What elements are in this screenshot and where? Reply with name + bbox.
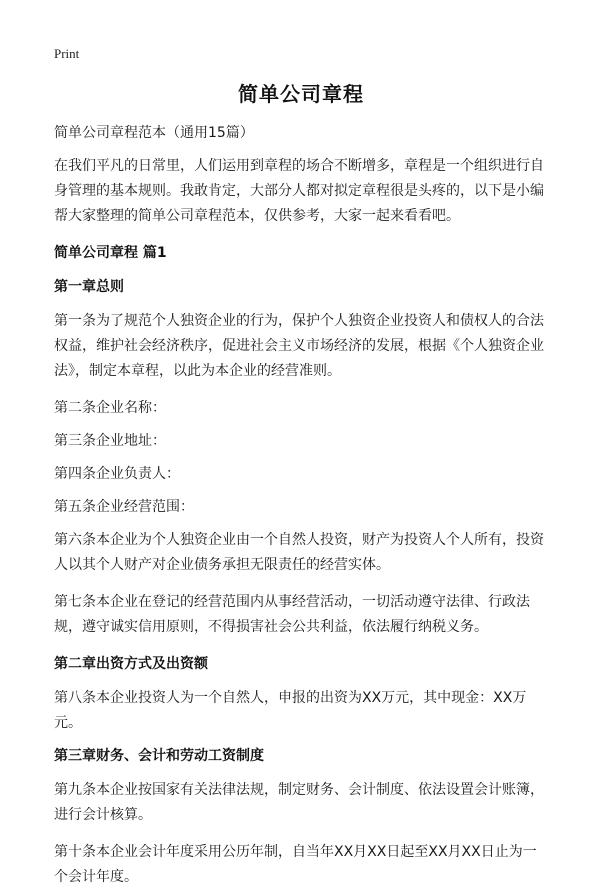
- article-paragraph: 第五条企业经营范围：: [54, 499, 194, 515]
- article-paragraph: 第十条本企业会计年度采用公历年制，自当年XX月XX日起至XX月XX日止为一个会计年度。: [54, 844, 537, 885]
- article-paragraph: 第二条企业名称：: [54, 400, 166, 416]
- intro-paragraph: 在我们平凡的日常里，人们运用到章程的场合不断增多，章程是一个组织进行自身管理的基本规则。我敢肯定，大部分人都对拟定章程很是头疼的，以下是小编帮大家整理的简单公司章程范本，仅供参考，大家一起来看看吧。: [54, 158, 544, 224]
- article-paragraph: 第四条企业负责人：: [54, 466, 180, 482]
- document-body: [54, 121, 548, 890]
- article-paragraph: 第一条为了规范个人独资企业的行为，保护个人独资企业投资人和债权人的合法权益，维护社会经济秩序，促进社会主义市场经济的发展，根据《个人独资企业法》，制定本章程，以此为本企业的经营准则。: [54, 313, 544, 379]
- chapter-heading: 第三章财务、会计和劳动工资制度: [54, 748, 264, 764]
- article-paragraph: 第六条本企业为个人独资企业由一个自然人投资，财产为投资人个人所有，投资人以其个人财产对企业债务承担无限责任的经营实体。: [54, 532, 544, 573]
- article-paragraph: 第八条本企业投资人为一个自然人，申报的出资为XX万元，其中现金：XX万元。: [54, 690, 527, 731]
- print-link[interactable]: Print: [54, 46, 80, 61]
- chapter-heading: 第二章出资方式及出资额: [54, 656, 208, 672]
- article-paragraph: 第三条企业地址：: [54, 433, 166, 449]
- section-heading: 简单公司章程 篇1: [54, 245, 167, 261]
- article-paragraph: 第七条本企业在登记的经营范围内从事经营活动，一切活动遵守法律、行政法规，遵守诚实信用原则，不得损害社会公共利益，依法履行纳税义务。: [54, 594, 530, 635]
- chapter-heading: 第一章总则: [54, 279, 124, 295]
- article-paragraph: 第九条本企业按国家有关法律法规，制定财务、会计制度、依法设置会计账簿，进行会计核算。: [54, 782, 544, 823]
- subtitle-line: 简单公司章程范本（通用15篇）: [54, 125, 254, 141]
- page-title: 简单公司章程: [238, 82, 364, 106]
